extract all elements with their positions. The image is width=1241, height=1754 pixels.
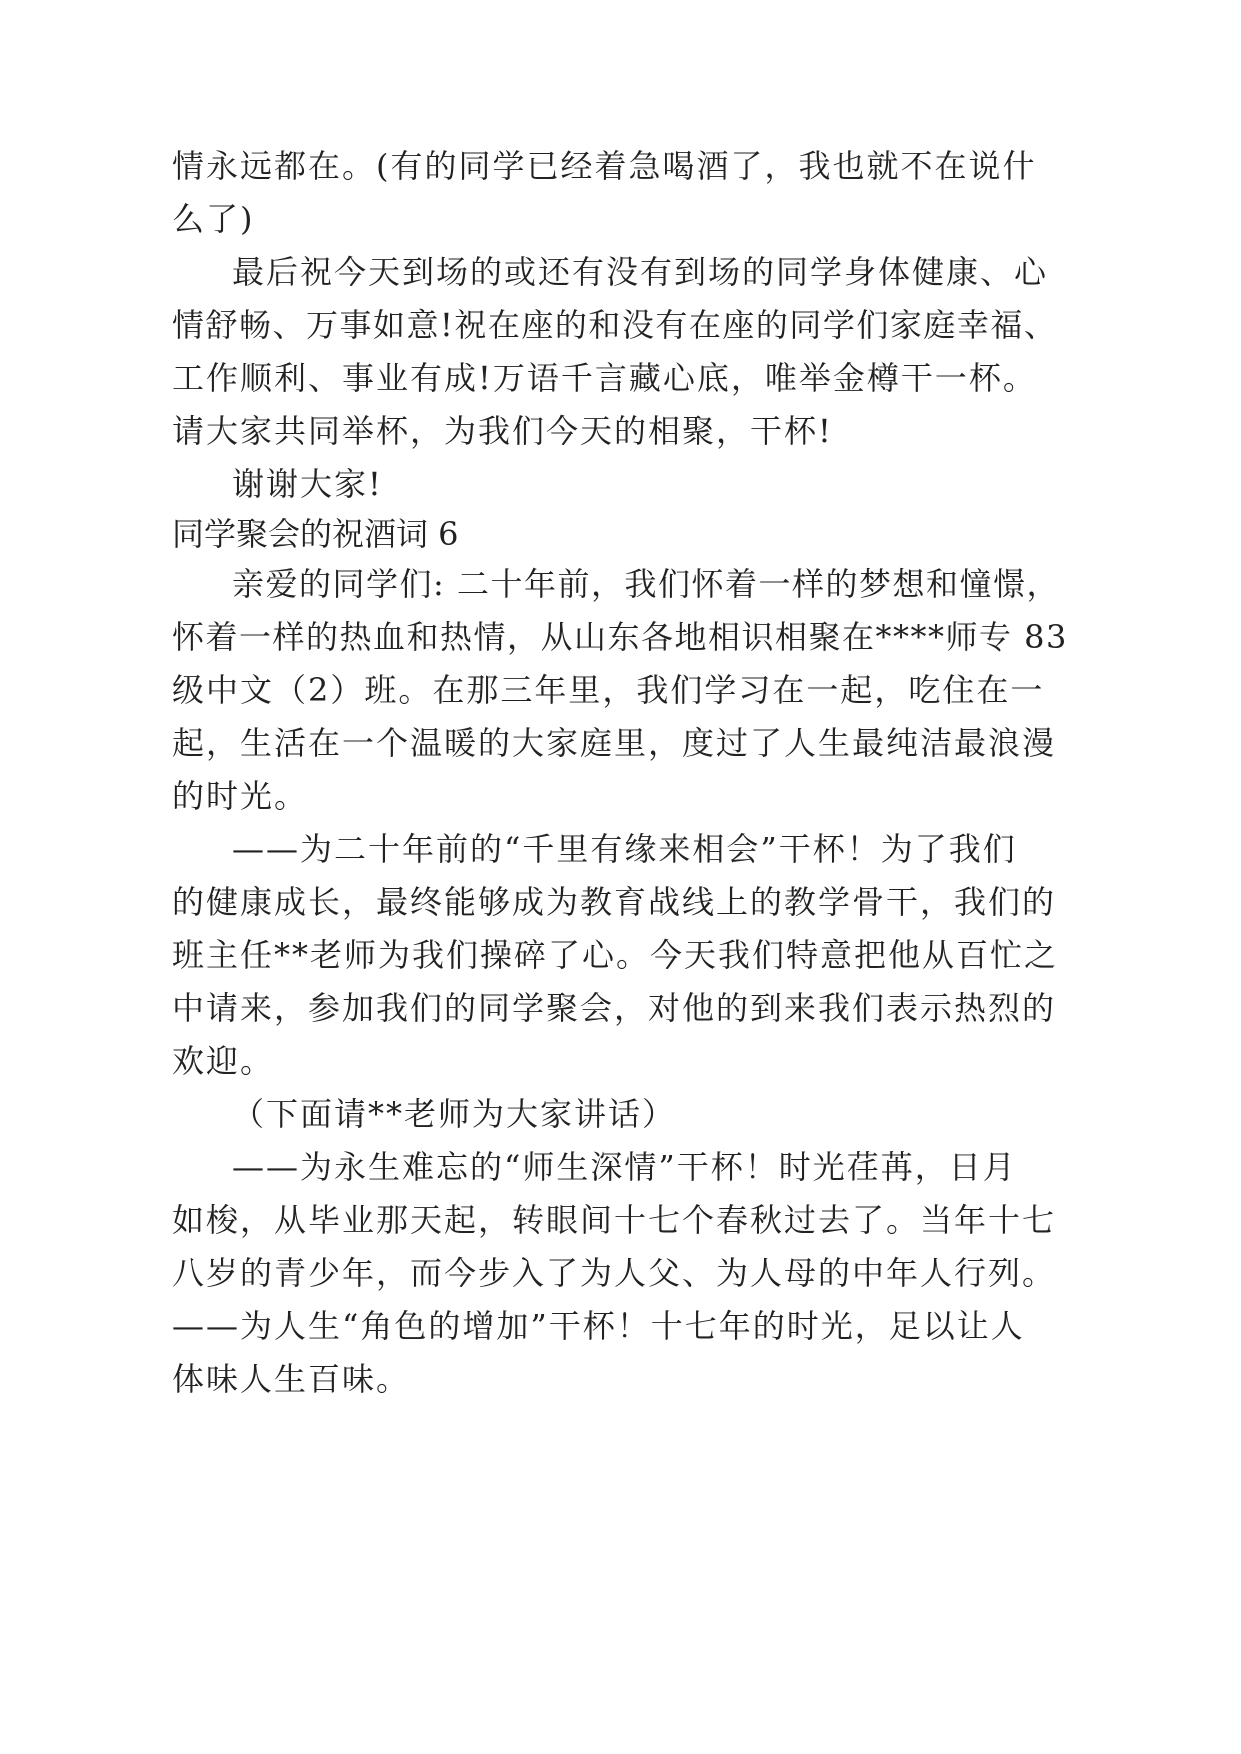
text-line: 工作顺利、事业有成!万语千言藏心底，唯举金樽干一杯。 <box>172 359 1037 397</box>
text-line: 谢谢大家! <box>232 465 383 503</box>
text-line: 请大家共同举杯，为我们今天的相聚，干杯! <box>172 412 833 450</box>
text-line: 的健康成长，最终能够成为教育战线上的教学骨干，我们的 <box>172 883 1057 921</box>
text-line: ——为人生“角色的增加”干杯！十七年的时光，足以让人 <box>172 1307 1025 1345</box>
text-line: 情舒畅、万事如意!祝在座的和没有在座的同学们家庭幸福、 <box>172 306 1058 344</box>
text-line: 体味人生百味。 <box>172 1360 411 1398</box>
text-line: 最后祝今天到场的或还有没有到场的同学身体健康、心 <box>232 253 1049 291</box>
text-line: 怀着一样的热血和热情，从山东各地相识相聚在****师专 83 <box>172 618 1068 656</box>
text-line: 中请来，参加我们的同学聚会，对他的到来我们表示热烈的 <box>172 989 1057 1027</box>
text-line: 欢迎。 <box>172 1042 275 1080</box>
text-line: ——为永生难忘的“师生深情”干杯！时光荏苒，日月 <box>232 1148 1017 1186</box>
text-line: 的时光。 <box>172 777 309 815</box>
text-line: （下面请**老师为大家讲话） <box>232 1095 677 1133</box>
text-line: 起，生活在一个温暖的大家庭里，度过了人生最纯洁最浪漫 <box>172 724 1057 762</box>
text-line: 亲爱的同学们: 二十年前，我们怀着一样的梦想和憧憬， <box>232 565 1060 603</box>
text-line: 班主任**老师为我们操碎了心。今天我们特意把他从百忙之 <box>172 936 1059 974</box>
section-heading: 同学聚会的祝酒词 6 <box>172 515 459 553</box>
text-line: 八岁的青少年，而今步入了为人父、为人母的中年人行列。 <box>172 1254 1057 1292</box>
text-line: 么了) <box>172 200 255 238</box>
text-line: 如梭，从毕业那天起，转眼间十七个春秋过去了。当年十七 <box>172 1201 1057 1239</box>
text-line: 级中文（2）班。在那三年里，我们学习在一起，吃住在一 <box>172 671 1045 709</box>
text-line: 情永远都在。(有的同学已经着急喝酒了，我也就不在说什 <box>172 147 1037 185</box>
text-line: ——为二十年前的“千里有缘来相会”干杯！为了我们 <box>232 830 1017 868</box>
